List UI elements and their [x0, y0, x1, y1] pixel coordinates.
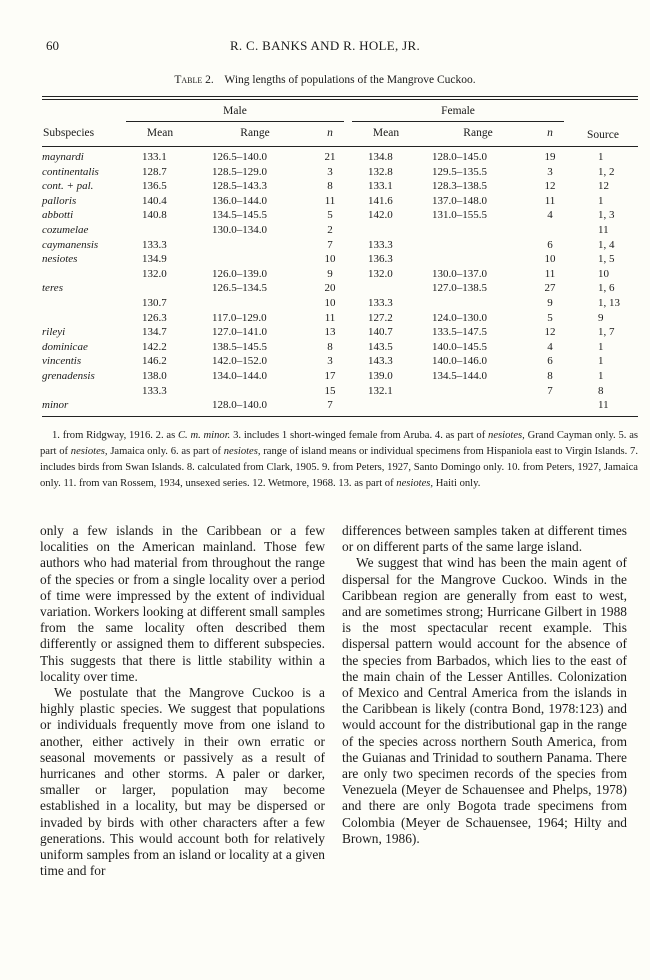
- running-head-authors: R. C. BANKS AND R. HOLE, JR.: [229, 38, 421, 53]
- cell-subspecies: caymanensis: [42, 238, 99, 251]
- table-bottom-rule: [42, 416, 638, 417]
- cell-f-mean: [348, 223, 424, 238]
- cell-subspecies: [42, 267, 122, 282]
- cell-m-n: 8: [327, 340, 333, 353]
- table-row: [42, 384, 638, 399]
- table-caption: [0, 74, 650, 86]
- cell-f-range: 137.0–148.0: [432, 194, 487, 207]
- cell-f-n: 7: [547, 384, 553, 397]
- cell-f-n: 11: [544, 194, 556, 207]
- cell-m-range: 126.0–139.0: [212, 267, 267, 280]
- cell-m-range: 126.5–140.0: [212, 151, 267, 163]
- cell-f-n: 5: [547, 311, 553, 324]
- cell-m-mean: 136.5: [142, 180, 167, 193]
- cell-source: 1: [598, 194, 604, 207]
- cell-m-range: [198, 238, 312, 253]
- table-footnotes: [40, 428, 638, 492]
- cell-f-n: 4: [547, 340, 553, 353]
- page-number: 60: [46, 38, 59, 53]
- cell-f-n: 6: [547, 238, 553, 251]
- table-row: [42, 208, 638, 223]
- cell-f-range: 129.5–135.5: [432, 165, 487, 178]
- cell-f-n: 12: [544, 180, 556, 193]
- footnote-segment: C. m. minor.: [177, 430, 231, 441]
- cell-source: 11: [598, 223, 609, 236]
- cell-m-mean: 132.0: [142, 267, 167, 280]
- male-group-header: Male: [122, 100, 348, 121]
- table-caption-text: Wing lengths of populations of the Mangrove Cuckoo.: [224, 74, 476, 86]
- table-row: [42, 238, 638, 253]
- cell-f-mean: 132.0: [368, 267, 393, 280]
- footnote-segment: 10. from Peters, 1927, Jamaica only.: [40, 462, 639, 489]
- cell-m-mean: 140.8: [142, 209, 167, 222]
- cell-f-mean: 141.6: [368, 194, 393, 207]
- cell-m-range: 136.0–144.0: [212, 194, 267, 207]
- cell-subspecies: rileyi: [42, 326, 66, 339]
- paragraph: We suggest that wind has been the main agent of dispersal for the Mangrove Cuckoo. Winds in the Caribbean region are generally from east to west, and are sometimes strong; Hurricane Gilbert in 1988 is the most spectacular recent example. This dispersal pattern would account for the absence of the species from Barbados, which lies to the east of the main chain of the Lesser Antilles. Colonization of Mexico and Central America from the islands in the Caribbean is likely (contra Bond, 1978:123) and would account for the distributional gap in the range of the species across northern South America, from the Guianas and Trinidad to southern Panama. There are only two specimen records of the species from Venezuela (Meyer de Schauensee and Phelps, 1978) and there are only Bogota trade specimens from Colombia (Meyer de Schauensee, 1964; Hilty and Brown, 1986).: [342, 555, 627, 846]
- footnote-segment: 2. as: [155, 430, 178, 441]
- cell-m-mean: 142.2: [142, 340, 167, 353]
- paragraph: only a few islands in the Caribbean or a few localities on the American mainland. Those few authors who had material from throughout the range of the species or from a single locality over a period of time were impressed by the extent of individual variation. Workers looking at different small samples from the same locality often described them differently or assigned them to different subspecies. This suggests that there is little stability within a locality over time.: [40, 523, 325, 684]
- cell-f-n: [532, 223, 568, 238]
- footnote-segment: range of island means or individual specimens from Hispaniola east to Virgin Islands.: [263, 446, 628, 457]
- cell-m-range: 134.5–145.5: [212, 209, 267, 222]
- cell-m-mean: 130.7: [142, 296, 167, 309]
- cell-f-n: 19: [544, 151, 556, 163]
- cell-m-n: 17: [324, 369, 336, 382]
- cell-m-range: 130.0–134.0: [212, 223, 267, 236]
- cell-source: 1: [598, 355, 604, 368]
- cell-m-range: 138.5–145.5: [212, 340, 267, 353]
- footnote-segment: 13. as part of: [338, 478, 397, 489]
- cell-m-n: 11: [324, 194, 336, 207]
- cell-subspecies: nesiotes: [42, 253, 78, 266]
- wing-length-table: [42, 96, 638, 417]
- cell-source: 12: [598, 180, 609, 193]
- cell-m-mean: 146.2: [142, 355, 167, 368]
- cell-f-n: [532, 398, 568, 413]
- footnote-segment: nesiotes,: [488, 430, 525, 441]
- footnote-segment: 3. includes 1 short-winged female from Aruba.: [233, 430, 433, 441]
- cell-subspecies: [42, 311, 122, 326]
- footnote-segment: nesiotes,: [70, 446, 108, 457]
- cell-m-range: 128.5–143.3: [212, 180, 267, 193]
- footnote-segment: 8. calculated from Clark, 1905.: [186, 462, 320, 473]
- cell-m-range: 117.0–129.0: [212, 311, 267, 324]
- cell-f-mean: 142.0: [368, 209, 393, 222]
- col-female-n: n: [532, 121, 568, 147]
- cell-f-mean: 132.8: [368, 165, 393, 178]
- cell-m-range: [198, 252, 312, 267]
- cell-f-range: 128.0–145.0: [432, 151, 487, 163]
- footnote-segment: 11. from van Rossem, 1934, unsexed series.: [63, 478, 250, 489]
- cell-f-range: [424, 384, 532, 399]
- cell-f-range: [424, 238, 532, 253]
- cell-f-n: 3: [547, 165, 553, 178]
- cell-f-n: 8: [547, 369, 553, 382]
- cell-m-range: 134.0–144.0: [212, 369, 267, 382]
- cell-source: 1, 3: [598, 209, 615, 222]
- table-row: [42, 340, 638, 355]
- table-row: [42, 296, 638, 311]
- table-row: [42, 223, 638, 238]
- cell-subspecies: [42, 296, 122, 311]
- cell-m-n: 10: [324, 296, 336, 309]
- table-row: [42, 398, 638, 413]
- cell-m-n: 5: [327, 209, 333, 222]
- cell-m-mean: 134.9: [142, 253, 167, 266]
- cell-source: 8: [598, 384, 604, 397]
- cell-f-mean: 127.2: [368, 311, 393, 324]
- footnote-segment: nesiotes,: [223, 446, 261, 457]
- cell-f-range: 134.5–144.0: [432, 369, 487, 382]
- cell-m-n: 13: [324, 326, 336, 339]
- footnote-segment: 5. as part of: [40, 430, 639, 457]
- body-column-left: [40, 523, 325, 879]
- cell-source: 1: [598, 369, 604, 382]
- cell-m-n: 3: [327, 355, 333, 368]
- cell-f-range: 133.5–147.5: [432, 326, 487, 339]
- cell-subspecies: teres: [42, 282, 63, 295]
- footnote-segment: 6. as part of: [170, 446, 224, 457]
- cell-m-range: 128.5–129.0: [212, 165, 267, 178]
- cell-m-range: [198, 296, 312, 311]
- col-male-range: Range: [198, 121, 312, 147]
- table-row: [42, 369, 638, 384]
- cell-m-n: 15: [324, 384, 336, 397]
- cell-subspecies: cozumelae: [42, 223, 89, 236]
- cell-f-mean: 133.1: [368, 180, 393, 193]
- cell-f-n: 10: [544, 253, 556, 266]
- cell-m-range: 142.0–152.0: [212, 355, 267, 368]
- cell-m-n: 7: [327, 399, 333, 412]
- table-row: [42, 165, 638, 180]
- cell-subspecies: continentalis: [42, 165, 99, 178]
- cell-f-mean: [348, 398, 424, 413]
- cell-f-range: 140.0–145.5: [432, 340, 487, 353]
- cell-subspecies: abbotti: [42, 209, 74, 222]
- col-female-mean: Mean: [348, 121, 424, 147]
- col-male-n: n: [312, 121, 348, 147]
- cell-m-mean: 138.0: [142, 369, 167, 382]
- cell-f-mean: 140.7: [368, 326, 393, 339]
- cell-m-n: 11: [324, 311, 336, 324]
- cell-f-range: [424, 296, 532, 311]
- cell-source: 9: [598, 311, 604, 324]
- body-column-right: [342, 523, 627, 847]
- cell-f-mean: 143.5: [368, 340, 393, 353]
- cell-f-n: 4: [547, 209, 553, 222]
- cell-f-n: 27: [544, 282, 556, 295]
- cell-f-mean: 136.3: [368, 253, 393, 266]
- cell-source: 1, 7: [598, 326, 615, 339]
- table-row: [42, 311, 638, 326]
- cell-f-range: 128.3–138.5: [432, 180, 487, 193]
- cell-f-range: 124.0–130.0: [432, 311, 487, 324]
- footnote-segment: 12. Wetmore, 1968.: [252, 478, 336, 489]
- cell-f-range: 140.0–146.0: [432, 355, 487, 368]
- cell-f-range: 131.0–155.5: [432, 209, 487, 222]
- cell-m-mean: 128.7: [142, 165, 167, 178]
- paragraph: differences between samples taken at different times or on different parts of the same large island.: [342, 523, 627, 555]
- cell-f-mean: 139.0: [368, 369, 393, 382]
- cell-source: 1, 6: [598, 282, 615, 295]
- footnote-segment: 9. from Peters, 1927, Santo Domingo only.: [321, 462, 505, 473]
- cell-source: 11: [598, 399, 609, 412]
- cell-f-range: 130.0–137.0: [432, 267, 487, 280]
- cell-m-mean: [122, 281, 198, 296]
- table-body: [42, 147, 638, 413]
- col-source: Source: [568, 121, 638, 147]
- table-row: [42, 325, 638, 340]
- table-row: [42, 267, 638, 282]
- running-head: [0, 38, 650, 58]
- cell-f-n: 11: [544, 267, 556, 280]
- cell-m-range: 126.5–134.5: [212, 282, 267, 295]
- col-subspecies: Subspecies: [42, 121, 122, 147]
- cell-subspecies: cont. + pal.: [42, 180, 94, 193]
- cell-source: 1: [598, 151, 604, 163]
- cell-m-mean: 133.3: [142, 384, 167, 397]
- col-female-range: Range: [424, 121, 532, 147]
- footnote-segment: nesiotes,: [396, 478, 434, 489]
- cell-m-n: 20: [324, 282, 336, 295]
- cell-m-n: 8: [327, 180, 333, 193]
- cell-f-range: 127.0–138.5: [432, 282, 487, 295]
- cell-m-mean: 133.1: [142, 151, 167, 163]
- cell-subspecies: grenadensis: [42, 369, 95, 382]
- cell-m-n: 3: [327, 165, 333, 178]
- table-label: Table 2.: [174, 74, 214, 86]
- table-row: [42, 179, 638, 194]
- footnote-segment: Haiti only.: [435, 478, 481, 489]
- cell-m-n: 10: [324, 253, 336, 266]
- cell-f-n: 9: [547, 296, 553, 309]
- cell-source: 1, 2: [598, 165, 615, 178]
- cell-source: 1: [598, 340, 604, 353]
- cell-m-n: 21: [324, 151, 336, 163]
- cell-f-mean: 133.3: [368, 296, 393, 309]
- cell-f-range: [424, 252, 532, 267]
- cell-f-range: [424, 398, 532, 413]
- table-row: [42, 281, 638, 296]
- cell-m-range: [198, 384, 312, 399]
- table-row: [42, 354, 638, 369]
- cell-subspecies: palloris: [42, 194, 77, 207]
- cell-subspecies: dominicae: [42, 340, 88, 353]
- cell-m-mean: [122, 398, 198, 413]
- cell-f-mean: 133.3: [368, 238, 393, 251]
- cell-source: 1, 4: [598, 238, 615, 251]
- cell-f-n: 6: [547, 355, 553, 368]
- cell-m-mean: [122, 223, 198, 238]
- cell-f-mean: 143.3: [368, 355, 393, 368]
- cell-m-mean: 133.3: [142, 238, 167, 251]
- table-row: [42, 194, 638, 209]
- table-row: [42, 252, 638, 267]
- cell-m-range: 127.0–141.0: [212, 326, 267, 339]
- table-row: [42, 147, 638, 165]
- cell-f-mean: 134.8: [368, 151, 393, 163]
- cell-subspecies: vincentis: [42, 355, 82, 368]
- paragraph: We postulate that the Mangrove Cuckoo is a highly plastic species. We suggest that populations or individuals frequently move from one island to another, either actively in their own erratic or seasonal movements or passively as a result of hurricanes and other storms. A paler or darker, smaller or larger, population may become established in a locality, but may be dispersed or invaded by birds with other characters after a few generations. This would account both for relatively uniform samples from an island or locality at a given time and for: [40, 685, 325, 879]
- cell-m-n: 7: [327, 238, 333, 251]
- footnote-segment: Grand Cayman only.: [527, 430, 616, 441]
- cell-f-n: 12: [544, 326, 556, 339]
- cell-subspecies: [42, 384, 122, 399]
- cell-m-mean: 134.7: [142, 326, 167, 339]
- female-group-header: Female: [348, 100, 568, 121]
- cell-m-mean: 140.4: [142, 194, 167, 207]
- cell-f-range: [424, 223, 532, 238]
- cell-m-mean: 126.3: [142, 311, 167, 324]
- cell-m-n: 2: [327, 223, 333, 236]
- footnote-segment: Jamaica only.: [110, 446, 168, 457]
- cell-source: 1, 5: [598, 253, 615, 266]
- footnote-segment: 4. as part of: [434, 430, 489, 441]
- footnote-segment: 1. from Ridgway, 1916.: [52, 430, 153, 441]
- cell-source: 1, 13: [598, 296, 620, 309]
- cell-subspecies: minor: [42, 399, 69, 412]
- cell-f-mean: [348, 281, 424, 296]
- cell-m-n: 9: [327, 267, 333, 280]
- col-male-mean: Mean: [122, 121, 198, 147]
- cell-subspecies: maynardi: [42, 151, 84, 163]
- footnote-segment: 7. includes birds from Swan Islands.: [40, 446, 638, 473]
- cell-f-mean: 132.1: [368, 384, 393, 397]
- cell-source: 10: [598, 267, 609, 280]
- cell-m-range: 128.0–140.0: [212, 399, 267, 412]
